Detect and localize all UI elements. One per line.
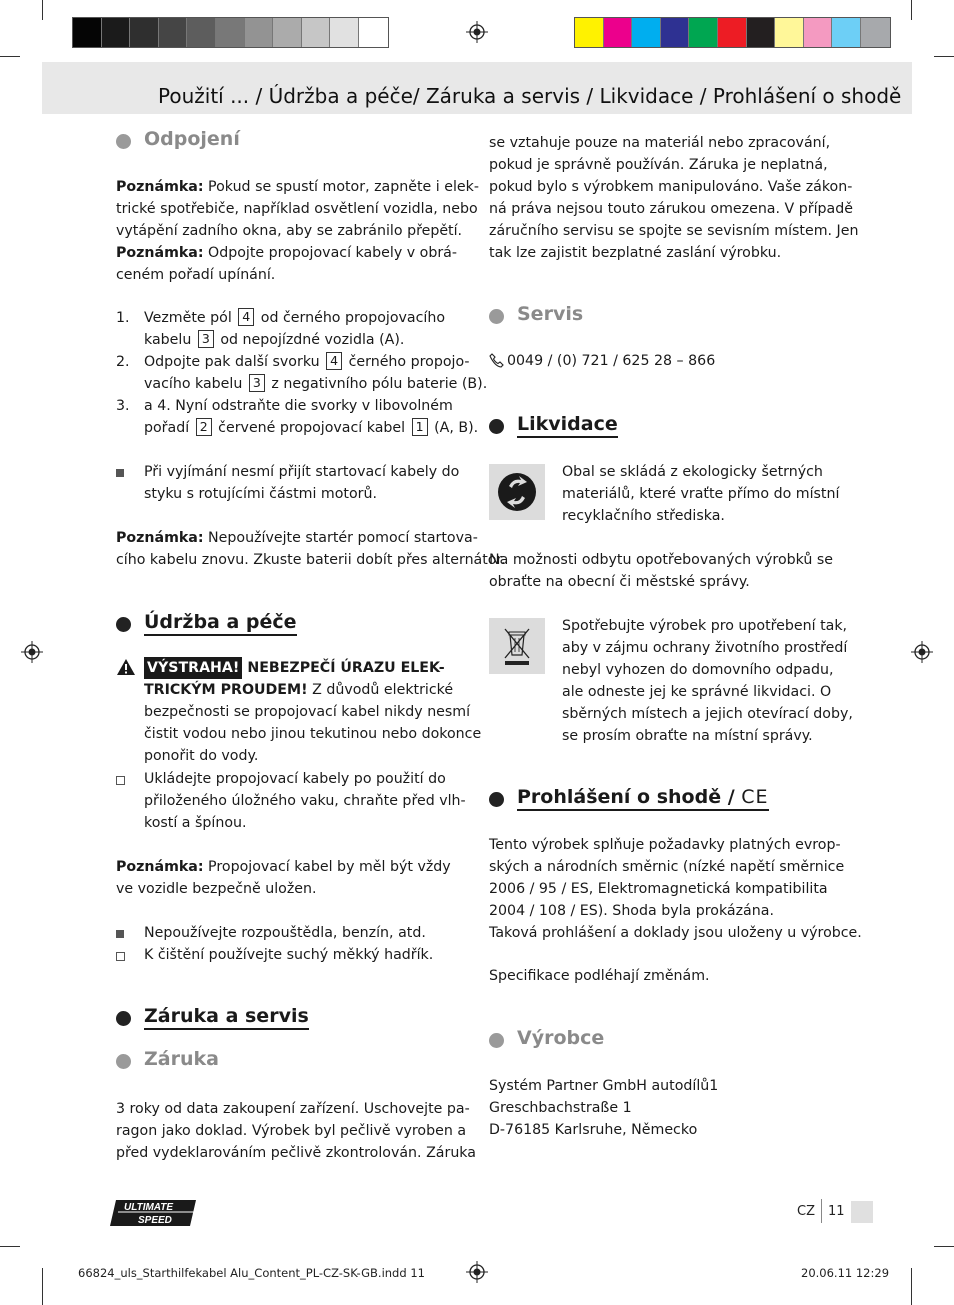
page-tab — [851, 1201, 873, 1223]
note-udrzba: Poznámka: Propojovací kabel by měl být vždy ve vozidle bezpečně uložen. — [116, 859, 451, 897]
storage-item: Ukládejte propojovací kabely po použití do přiloženého úložného vaku, chraňte před vlh- kostí a špínou. — [144, 771, 466, 831]
step-1: Vezměte pól 4 od černého propojovacího kabelu 3 od nepojízdné vozidla (A). — [144, 309, 446, 348]
color-swatch — [804, 18, 833, 47]
list-bullet — [116, 469, 124, 477]
registration-mark-icon — [911, 641, 933, 663]
section-bullet — [116, 1011, 131, 1026]
step-1-num: 1. — [116, 310, 130, 326]
warranty-continued: se vztahuje pouze na materiál nebo zpracování, pokud je správně používán. Záruka je neplatná, pokud bylo s výrobkem manipulováno. Vaše zákon- ná práva nejsou touto zárukou omezena. V případě záručního servisu se spojte se sevisním místem. Jen tak lze zajistit bezplatné zaslání výrobku. — [489, 135, 859, 261]
warning-bullet: Při vyjímání nesmí přijít startovací kabely do styku s rotujícími částmi motorů. — [144, 464, 460, 502]
step-2-num: 2. — [116, 354, 130, 370]
color-swatch — [330, 18, 359, 47]
color-swatch — [747, 18, 776, 47]
color-swatch — [187, 18, 216, 47]
green-dot-recycling-icon — [489, 464, 545, 520]
section-bullet — [116, 1054, 131, 1069]
page-number: 11 — [828, 1204, 845, 1219]
step-3: a 4. Nyní odstraňte die svorky v libovolném pořadí 2 červené propojovací kabel 1 (A, B). — [144, 398, 479, 436]
section-bullet — [489, 419, 504, 434]
print-date: 20.06.11 12:29 — [801, 1266, 890, 1280]
disposal-options-text: Na možnosti odbytu opotřebovaných výrobků se obraťte na obecní či městské správy. — [489, 552, 834, 590]
footer-divider — [821, 1199, 822, 1223]
heading-zaruka: Záruka — [144, 1048, 219, 1070]
crossed-out-bin-icon — [489, 618, 545, 674]
heading-odpojeni: Odpojení — [144, 128, 240, 150]
heading-zaruka-servis: Záruka a servis — [144, 1005, 309, 1027]
color-swatch — [632, 18, 661, 47]
heading-vyrobce: Výrobce — [517, 1027, 605, 1049]
section-bullet — [489, 792, 504, 807]
heading-servis: Servis — [517, 303, 584, 325]
color-swatch — [73, 18, 102, 47]
heading-udrzba: Údržba a péče — [144, 611, 297, 633]
file-info: 66824_uls_Starthilfekabel Alu_Content_PL-CZ-SK-GB.indd 11 — [78, 1266, 425, 1280]
section-bullet — [489, 309, 504, 324]
spec-note: Specifikace podléhají změnám. — [489, 968, 710, 984]
list-bullet-open — [116, 776, 125, 785]
heading-prohlaseni: Prohlášení o shodě / CE — [517, 786, 769, 808]
color-swatch — [245, 18, 274, 47]
color-swatch — [216, 18, 245, 47]
note-3: Poznámka: Nepoužívejte startér pomocí startova- cího kabelu znovu. Zkuste baterii dobít přes alternátor. — [116, 530, 506, 568]
packaging-text: Obal se skládá z ekologicky šetrných materiálů, které vraťte přímo do místní recyklačního střediska. — [562, 464, 840, 524]
process-color-bar — [574, 17, 891, 48]
phone-icon — [489, 353, 504, 368]
heading-likvidace: Likvidace — [517, 413, 618, 435]
note-1: Poznámka: Pokud se spustí motor, zapněte i elek- trické spotřebiče, například osvětlení vozidla, nebo vytápění zadního okna, aby se zabránilo přepětí. Poznámka: Odpojte propojovací kabely v obrá- ceném pořadí upínání. — [116, 179, 479, 283]
color-swatch — [575, 18, 604, 47]
registration-mark-icon — [21, 641, 43, 663]
grey-color-bar — [72, 17, 389, 48]
logo-line-1: ULTIMATE — [124, 1202, 174, 1213]
color-swatch — [832, 18, 861, 47]
phone-number: 0049 / (0) 721 / 625 28 – 866 — [507, 353, 716, 369]
step-2: Odpojte pak další svorku 4 černého propojo- vacího kabelu 3 z negativního pólu baterie (B). — [144, 353, 488, 392]
warning-triangle-icon — [116, 658, 136, 676]
section-bullet — [116, 134, 131, 149]
color-swatch — [159, 18, 188, 47]
list-bullet-open — [116, 952, 125, 961]
color-swatch — [775, 18, 804, 47]
ce-mark: CE — [741, 786, 769, 808]
color-swatch — [359, 18, 388, 47]
registration-mark-icon — [466, 1261, 488, 1283]
conformity-text: Tento výrobek splňuje požadavky platných evrop- ských a národních směrnic (nízké napětí směrnice 2006 / 95 / ES, Elektromagnetická kompatibilita 2004 / 108 / ES). Shoda byla prokázána. Taková prohlášení a doklady jsou uloženy u výrobce. — [489, 837, 862, 941]
color-swatch — [102, 18, 131, 47]
weee-text: Spotřebujte výrobek pro upotřebení tak, aby v zájmu ochrany životního prostředí nebyl vyhozen do domovního odpadu, ale odneste jej ke správné likvidaci. O sběrných místech a jejich otevírací doby, se prosím obraťte na místní správy. — [562, 618, 853, 744]
color-swatch — [604, 18, 633, 47]
color-swatch — [273, 18, 302, 47]
list-bullet — [116, 930, 124, 938]
care-item-1: Nepoužívejte rozpouštědla, benzín, atd. — [144, 925, 426, 941]
step-3-num: 3. — [116, 398, 130, 414]
care-item-2: K čištění používejte suchý měkký hadřík. — [144, 947, 434, 963]
language-code: CZ — [797, 1204, 815, 1219]
warranty-text: 3 roky od data zakoupení zařízení. Uschovejte pa- ragon jako doklad. Výrobek byl pečlivě vyroben a před vydeklarováním pečlivě zkontrolován. Záruka — [116, 1101, 476, 1161]
warning-block: VÝSTRAHA! NEBEZPEČÍ ÚRAZU ELEK- TRICKÝM PROUDEM! Z důvodů elektrické bezpečnosti se propojovací kabel nikdy nesmí čistit vodou nebo jinou tekutinou nebo dokonce ponořit do vody. — [144, 657, 481, 767]
color-swatch — [302, 18, 331, 47]
page-title: Použití ... / Údržba a péče/ Záruka a servis / Likvidace / Prohlášení o shodě — [158, 84, 902, 108]
color-swatch — [661, 18, 690, 47]
section-bullet — [489, 1033, 504, 1048]
section-bullet — [116, 617, 131, 632]
ultimate-speed-logo — [110, 1196, 202, 1230]
color-swatch — [718, 18, 747, 47]
registration-mark-icon — [466, 21, 488, 43]
color-swatch — [861, 18, 890, 47]
color-swatch — [130, 18, 159, 47]
manufacturer-address: Systém Partner GmbH autodílů1 Greschbachstraße 1 D-76185 Karlsruhe, Německo — [489, 1078, 719, 1138]
logo-line-2: SPEED — [138, 1215, 172, 1226]
color-swatch — [689, 18, 718, 47]
